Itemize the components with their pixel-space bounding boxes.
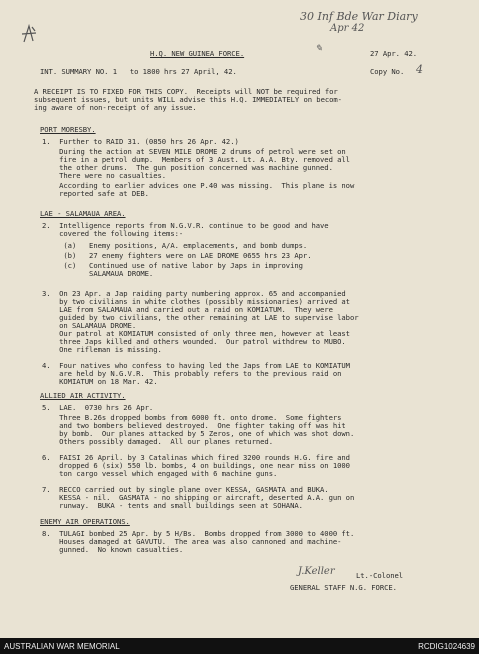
line: KOMIATUM on 18 Mar. 42. (42, 377, 158, 386)
summary-line: INT. SUMMARY NO. 1 to 1800 hrs 27 April, 42. (40, 67, 237, 76)
line: 5. LAE. 0730 hrs 26 Apr. (42, 403, 154, 412)
line: guided by two civilians, the other remaining at LAE to supervise labor (42, 313, 359, 322)
copy-number: 4 (416, 63, 423, 76)
line: Three B.26s dropped bombs from 6000 ft. onto drome. Some fighters (42, 413, 342, 422)
signature-office: GENERAL STAFF N.G. FORCE. (290, 583, 397, 592)
line: and two bombers believed destroyed. One fighter taking off was hit (42, 421, 346, 430)
line: by two civilians in white clothes (possibly missionaries) arrived at (42, 297, 350, 306)
handwritten-note: 30 Inf Bde War Diary (300, 10, 418, 23)
line: 3. On 23 Apr. a Jap raiding party numbering approx. 65 and accompanied (42, 289, 346, 298)
line: 1. Further to RAID 31. (0850 hrs 26 Apr. 42.) (42, 137, 239, 146)
line: KESSA - nil. GASMATA - no shipping or aircraft, deserted A.A. gun on (42, 493, 355, 502)
line: the other drums. The gun position concerned was machine gunned. (42, 163, 333, 172)
section-heading: ENEMY AIR OPERATIONS. (40, 517, 130, 526)
line: Houses damaged at GAVUTU. The area was also cannoned and machine- (42, 537, 342, 546)
document-date: 27 Apr. 42. (370, 49, 418, 58)
line: are held by N.G.V.R. This probably refers to the previous raid on (42, 369, 342, 378)
line: three Japs killed and others wounded. Our patrol withdrew to MUBO. (42, 337, 346, 346)
footer-id: RCDIG1024639 (418, 642, 475, 651)
handwritten-initials: ✎ (315, 44, 323, 54)
section-heading: LAE - SALAMAUA AREA. (40, 209, 126, 218)
line: gunned. No known casualties. (42, 545, 184, 554)
archive-footer (0, 638, 479, 654)
receipt-notice-2: subsequent issues, but units WILL advise this H.Q. IMMEDIATELY on becom- (34, 95, 342, 104)
line: Our patrol at KOMIATUM consisted of only three men, however at least (42, 329, 350, 338)
handwritten-note-date: Apr 42 (330, 23, 365, 34)
section-heading: PORT MORESBY. (40, 125, 96, 134)
line: on SALAMAUA DROME. (42, 321, 137, 330)
line: runway. BUKA - tents and small buildings seen at SOHANA. (42, 501, 303, 510)
line: covered the following items:- (42, 229, 184, 238)
copy-label: Copy No. (370, 67, 405, 76)
line: 8. TULAGI bombed 25 Apr. by 5 H/Bs. Bombs dropped from 3000 to 4000 ft. (42, 529, 355, 538)
line: 2. Intelligence reports from N.G.V.R. continue to be good and have (42, 221, 329, 230)
line: One rifleman is missing. (42, 345, 162, 354)
filing-mark-icon (20, 24, 38, 44)
line: ton cargo vessel which engaged with 6 machine guns. (42, 469, 278, 478)
receipt-notice-3: ing aware of non-receipt of any issue. (34, 103, 197, 112)
line: Others possibly damaged. All our planes returned. (42, 437, 273, 446)
receipt-notice-1: A RECEIPT IS TO FIXED FOR THIS COPY. Receipts will NOT be required for (34, 87, 338, 96)
line: 7. RECCO carried out by single plane over KESSA, GASMATA and BUKA. (42, 485, 329, 494)
signature-rank: Lt.-Colonel (356, 571, 404, 580)
line: fire in a petrol dump. Members of 3 Aust. Lt. A.A. Bty. removed all (42, 155, 350, 164)
line: There were no casualties. (42, 171, 167, 180)
line: LAE from SALAMAUA and carried out a raid on KOMIATUM. They were (42, 305, 333, 314)
line: (b) 27 enemy fighters were on LAE DROME 0655 hrs 23 Apr. (42, 251, 312, 260)
signature: J.Keller (298, 566, 335, 577)
section-heading: ALLIED AIR ACTIVITY. (40, 391, 126, 400)
line: 6. FAISI 26 April. by 3 Catalinas which fired 3200 rounds H.G. fire and (42, 453, 350, 462)
header-title: H.Q. NEW GUINEA FORCE. (150, 49, 245, 58)
line: During the action at SEVEN MILE DROME 2 drums of petrol were set on (42, 147, 346, 156)
line: reported safe at DEB. (42, 189, 149, 198)
footer-source: AUSTRALIAN WAR MEMORIAL (4, 642, 120, 651)
line: (c) Continued use of native labor by Japs in improving (42, 261, 303, 270)
line: SALAMAUA DROME. (42, 269, 154, 278)
line: According to earlier advices one P.40 was missing. This plane is now (42, 181, 355, 190)
line: by bomb. Our planes attacked by 5 Zeros, one of which was shot down. (42, 429, 355, 438)
line: dropped 6 (six) 550 lb. bombs, 4 on buildings, one near miss on 1000 (42, 461, 350, 470)
line: 4. Four natives who confess to having led the Japs from LAE to KOMIATUM (42, 361, 350, 370)
line: (a) Enemy positions, A/A. emplacements, and bomb dumps. (42, 241, 308, 250)
